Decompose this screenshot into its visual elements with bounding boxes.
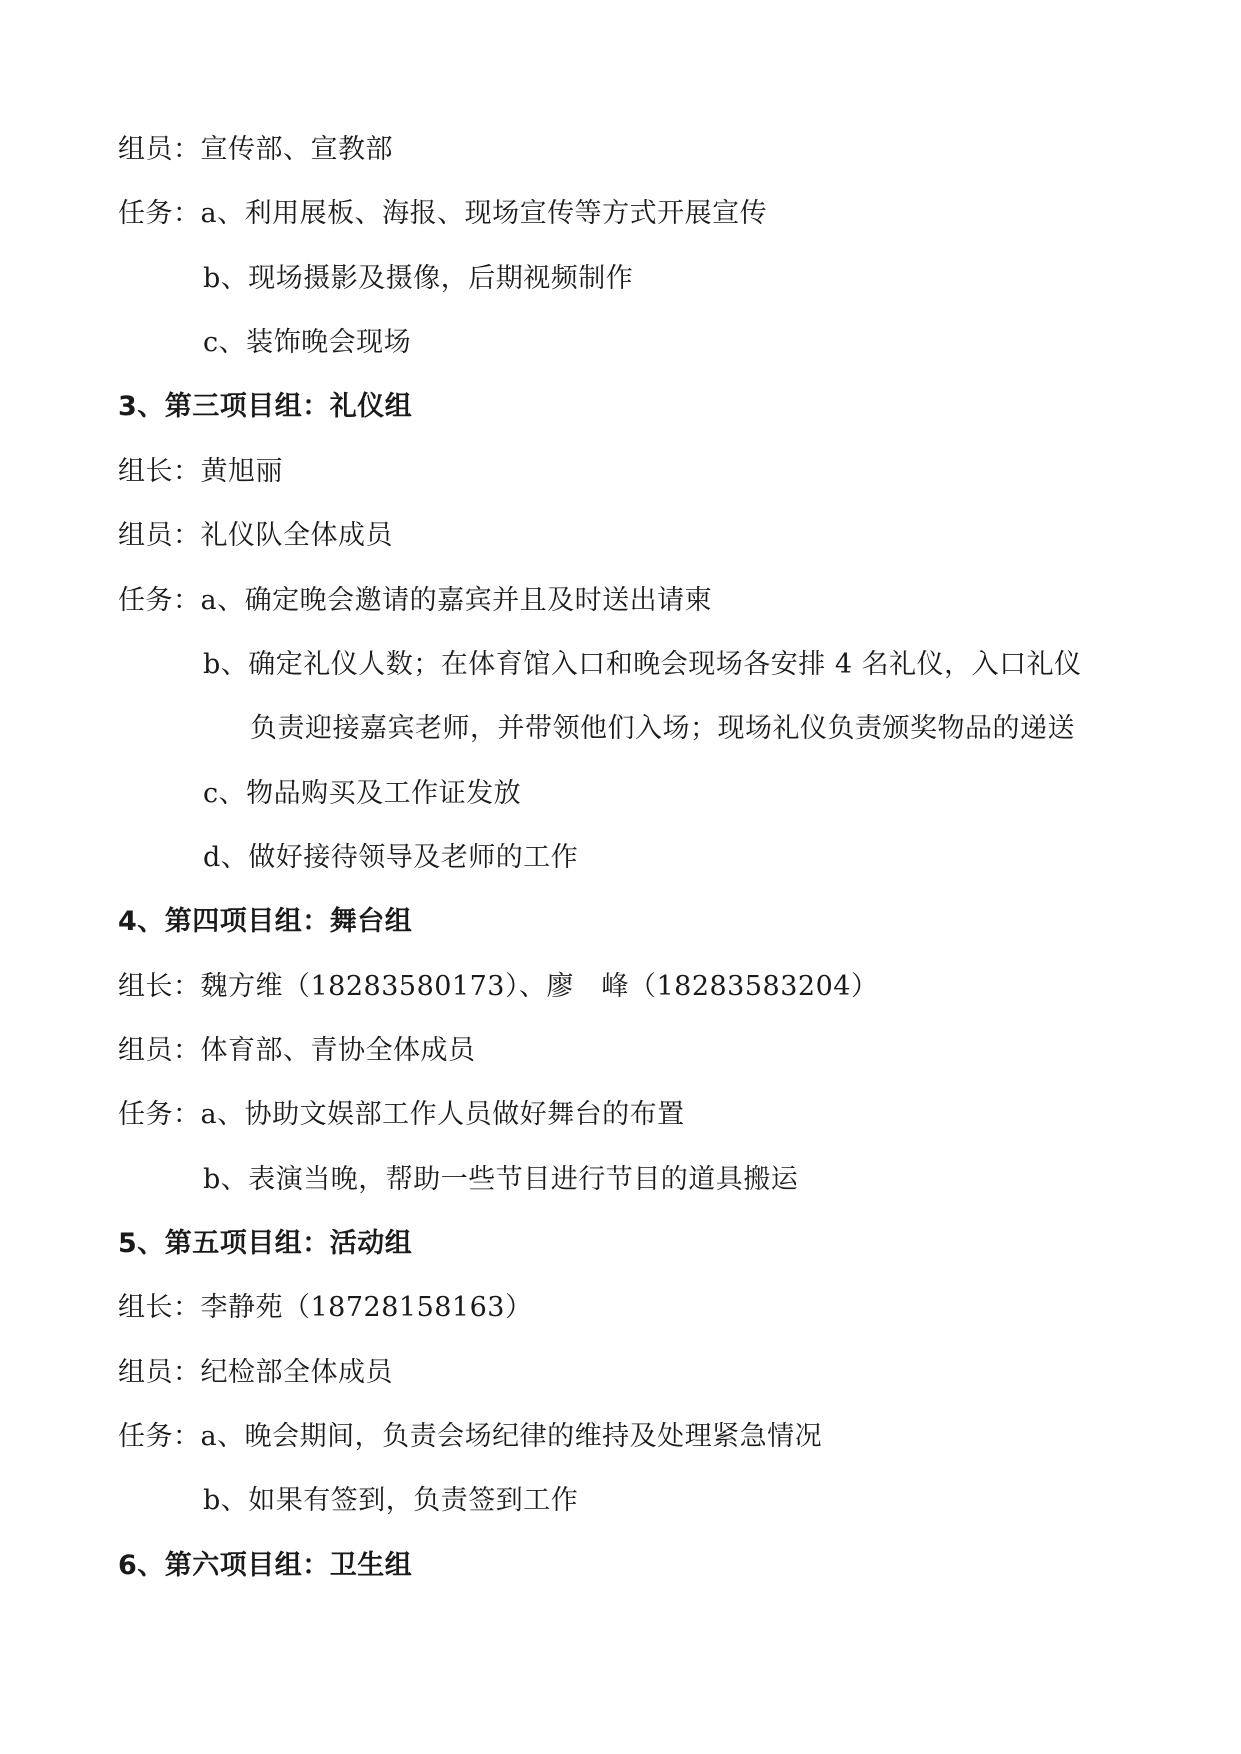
etiquette-task-c: c、物品购买及工作证发放 — [203, 778, 522, 809]
etiquette-members: 组员：礼仪队全体成员 — [118, 520, 393, 551]
etiquette-task-d: d、做好接待领导及老师的工作 — [203, 842, 579, 873]
etiquette-task-a: 任务：a、确定晚会邀请的嘉宾并且及时送出请柬 — [118, 585, 713, 616]
etiquette-leader: 组长：黄旭丽 — [118, 456, 283, 487]
publicity-task-c: c、装饰晚会现场 — [203, 327, 412, 358]
activity-task-b: b、如果有签到，负责签到工作 — [203, 1485, 579, 1516]
activity-task-a: 任务：a、晚会期间，负责会场纪律的维持及处理紧急情况 — [118, 1421, 823, 1452]
section-heading-stage: 4、第四项目组：舞台组 — [118, 906, 413, 937]
stage-members: 组员：体育部、青协全体成员 — [118, 1035, 476, 1066]
stage-task-b: b、表演当晚，帮助一些节目进行节目的道具搬运 — [203, 1164, 799, 1195]
publicity-members: 组员：宣传部、宣教部 — [118, 134, 393, 165]
section-heading-sanitation: 6、第六项目组：卫生组 — [118, 1550, 413, 1581]
publicity-task-a: 任务：a、利用展板、海报、现场宣传等方式开展宣传 — [118, 198, 768, 229]
stage-leaders: 组长：魏方维（18283580173）、廖 峰（18283583204） — [118, 971, 879, 1002]
section-heading-etiquette: 3、第三项目组：礼仪组 — [118, 391, 413, 422]
etiquette-task-b: b、确定礼仪人数；在体育馆入口和晚会现场各安排 4 名礼仪，入口礼仪 — [203, 649, 1082, 680]
etiquette-task-b-continued: 负责迎接嘉宾老师，并带领他们入场；现场礼仪负责颁奖物品的递送 — [250, 713, 1075, 744]
publicity-task-b: b、现场摄影及摄像，后期视频制作 — [203, 263, 634, 294]
activity-members: 组员：纪检部全体成员 — [118, 1357, 393, 1388]
activity-leader: 组长：李静苑（18728158163） — [118, 1292, 533, 1323]
stage-task-a: 任务：a、协助文娱部工作人员做好舞台的布置 — [118, 1099, 685, 1130]
section-heading-activity: 5、第五项目组：活动组 — [118, 1228, 413, 1259]
